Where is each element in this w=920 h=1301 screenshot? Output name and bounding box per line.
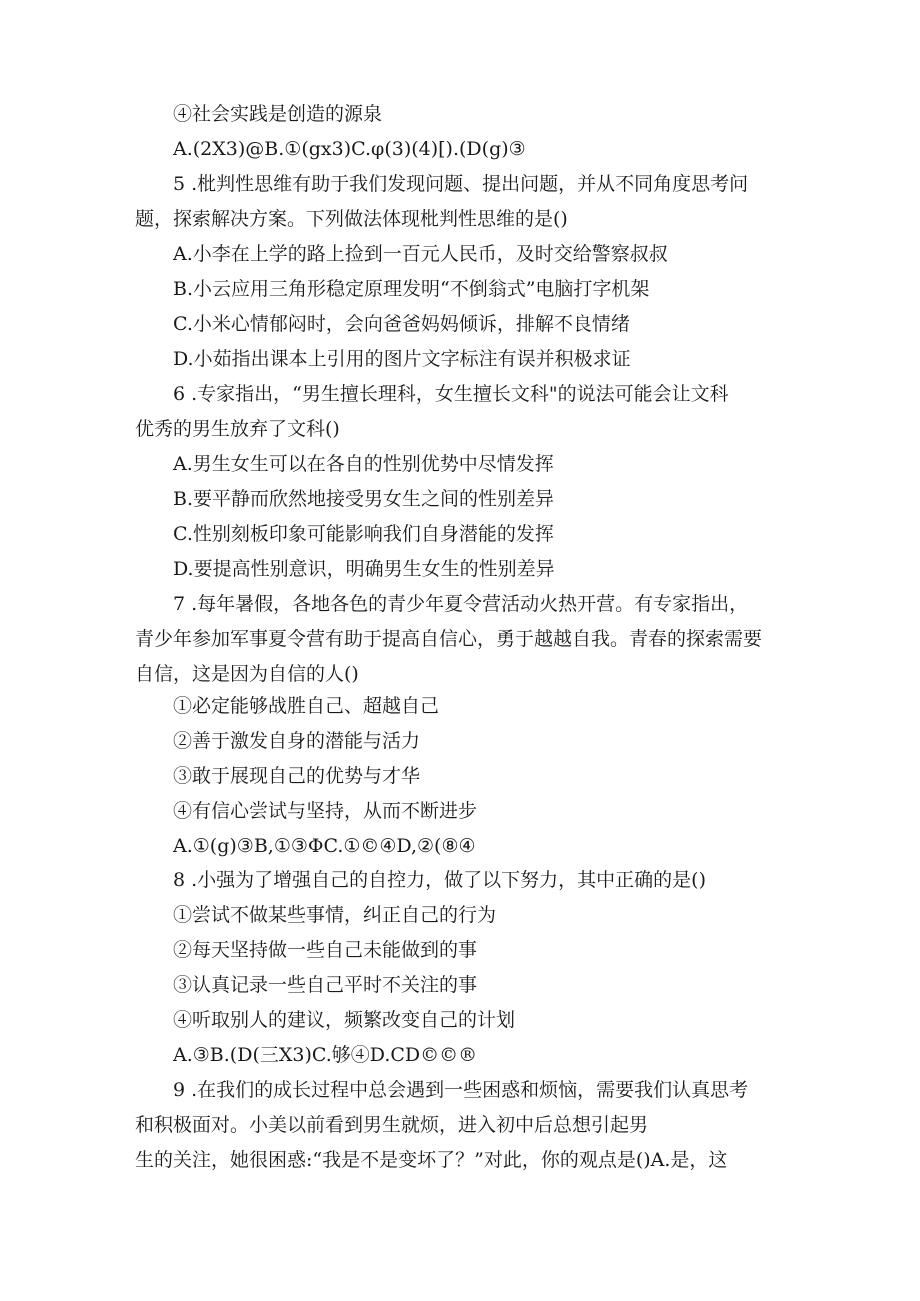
- text-line: ②每天坚持做一些自己未能做到的事: [173, 939, 478, 961]
- text-line: ④有信心尝试与坚持，从而不断进步: [173, 800, 478, 822]
- text-line: C.性别刻板印象可能影响我们自身潜能的发挥: [173, 523, 554, 545]
- text-line: A.①(g)③B,①③ΦC.①©④D,②(⑧④: [173, 835, 476, 857]
- text-line: C.小米心情郁闷时，会向爸爸妈妈倾诉，排解不良情绪: [173, 313, 630, 335]
- text-line: ④社会实践是创造的源泉: [173, 103, 383, 125]
- text-line: 青少年参加军事夏令营有助于提高自信心，勇于越越自我。青春的探索需要: [135, 628, 763, 650]
- question-9-line: 9 .在我们的成长过程中总会遇到一些困惑和烦恼，需要我们认真思考: [173, 1079, 749, 1101]
- question-7-line: 7 .每年暑假，各地各色的青少年夏令营活动火热开营。有专家指出，: [173, 593, 749, 615]
- text-line: B.要平静而欣然地接受男女生之间的性别差异: [173, 488, 555, 510]
- text-line: 优秀的男生放弃了文科(): [135, 418, 340, 440]
- text-line: ①必定能够战胜自己、超越自己: [173, 695, 440, 717]
- text-line: 题，探索解决方案。下列做法体现枇判性思维的是(): [135, 208, 568, 230]
- text-line: A.③B.(D(三X3)C.够④D.CD©©®: [173, 1044, 478, 1066]
- text-line: D.小茹指出课本上引用的图片文字标注有误并积极求证: [173, 348, 631, 370]
- text-line: 自信，这是因为自信的人(): [135, 663, 359, 685]
- text-line: ③认真记录一些自己平时不关注的事: [173, 974, 478, 996]
- text-line: 生的关注，她很困惑:“我是不是变坏了？”对此，你的观点是()A.是，这: [135, 1149, 728, 1171]
- text-line: A.小李在上学的路上捡到一百元人民币，及时交给警察叔叔: [173, 243, 668, 265]
- text-line: ④听取别人的建议，频繁改变自己的计划: [173, 1009, 516, 1031]
- text-line: ①尝试不做某些事情，纠正自己的行为: [173, 904, 497, 926]
- text-line: D.要提高性别意识，明确男生女生的性别差异: [173, 558, 555, 580]
- text-line: A.(2X3)@B.①(gx3)C.φ(3)(4)[).(D(g)③: [173, 138, 526, 160]
- text-line: 和积极面对。小美以前看到男生就烦，进入初中后总想引起男: [135, 1114, 649, 1136]
- question-5-line: 5 .枇判性思维有助于我们发现问题、提出问题，并从不同角度思考问: [173, 173, 749, 195]
- text-line: B.小云应用三角形稳定原理发明“不倒翁式”电脑打字机架: [173, 278, 650, 300]
- question-8-line: 8 .小强为了增强自己的自控力，做了以下努力，其中正确的是(): [173, 869, 706, 891]
- question-6-line: 6 .专家指出，“男生擅长理科，女生擅长文科"的说法可能会让文科: [173, 383, 729, 405]
- text-line: ②善于激发自身的潜能与活力: [173, 730, 421, 752]
- text-line: ③敢于展现自己的优势与才华: [173, 765, 421, 787]
- text-line: A.男生女生可以在各自的性别优势中尽情发挥: [173, 453, 554, 475]
